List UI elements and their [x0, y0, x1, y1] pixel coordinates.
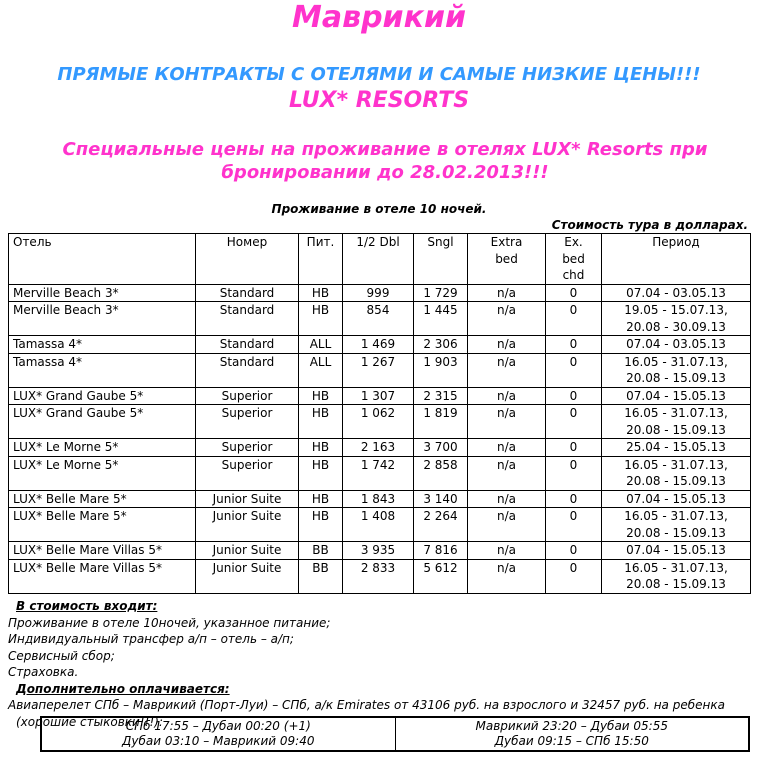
- cell-extra-bed: n/a: [468, 336, 546, 354]
- outbound-flights: [41, 717, 395, 751]
- cell-ex-bed-chd: 0: [546, 542, 602, 560]
- cell-period: 16.05 - 31.07.13, 20.08 - 15.09.13: [602, 559, 751, 593]
- cell-sngl: 5 612: [414, 559, 468, 593]
- cell-sngl: 1 729: [414, 284, 468, 302]
- cell-meal: HB: [299, 439, 343, 457]
- cell-meal: HB: [299, 284, 343, 302]
- cell-half-dbl: 3 935: [343, 542, 414, 560]
- extra-heading: Дополнительно оплачивается:: [16, 681, 230, 696]
- cell-room: Junior Suite: [196, 559, 299, 593]
- cell-ex-bed-chd: 0: [546, 302, 602, 336]
- cell-meal: HB: [299, 456, 343, 490]
- cell-ex-bed-chd: 0: [546, 336, 602, 354]
- cell-extra-bed: n/a: [468, 490, 546, 508]
- cell-extra-bed: n/a: [468, 508, 546, 542]
- cell-meal: HB: [299, 387, 343, 405]
- header-meal: Пит.: [299, 234, 343, 285]
- cell-period: 07.04 - 15.05.13: [602, 542, 751, 560]
- included-item: Сервисный сбор;: [8, 648, 115, 663]
- cell-half-dbl: 1 843: [343, 490, 414, 508]
- cell-hotel: Merville Beach 3*: [9, 284, 196, 302]
- header-extra-bed: Extra bed: [468, 234, 546, 285]
- cell-half-dbl: 854: [343, 302, 414, 336]
- cell-ex-bed-chd: 0: [546, 284, 602, 302]
- cell-extra-bed: n/a: [468, 439, 546, 457]
- cell-room: Superior: [196, 405, 299, 439]
- cell-room: Superior: [196, 387, 299, 405]
- header-sngl: Sngl: [414, 234, 468, 285]
- cell-ex-bed-chd: 0: [546, 439, 602, 457]
- cell-sngl: 1 903: [414, 353, 468, 387]
- cell-ex-bed-chd: 0: [546, 456, 602, 490]
- cell-hotel: LUX* Belle Mare 5*: [9, 508, 196, 542]
- cell-meal: HB: [299, 508, 343, 542]
- cell-room: Standard: [196, 336, 299, 354]
- table-row: [9, 353, 751, 387]
- flight-note: (хорошие стыковки!!!):: [16, 714, 163, 729]
- included-heading: В стоимость входит:: [16, 599, 158, 613]
- cell-half-dbl: 1 408: [343, 508, 414, 542]
- special-offer: Специальные цены на проживание в отелях LUX* Resorts при бронировании до 28.02.2013!!!: [62, 139, 708, 183]
- cell-meal: HB: [299, 490, 343, 508]
- cell-meal: BB: [299, 542, 343, 560]
- cell-extra-bed: n/a: [468, 542, 546, 560]
- cell-sngl: 2 306: [414, 336, 468, 354]
- cell-sngl: 2 858: [414, 456, 468, 490]
- cell-extra-bed: n/a: [468, 456, 546, 490]
- cell-meal: ALL: [299, 336, 343, 354]
- table-row: [9, 490, 751, 508]
- cell-ex-bed-chd: 0: [546, 353, 602, 387]
- header-room: Номер: [196, 234, 299, 285]
- header-row: [9, 234, 751, 285]
- header-period: Период: [602, 234, 751, 285]
- table-row: [9, 456, 751, 490]
- cell-ex-bed-chd: 0: [546, 387, 602, 405]
- table-row: [9, 559, 751, 593]
- cell-half-dbl: 2 163: [343, 439, 414, 457]
- cell-hotel: LUX* Le Morne 5*: [9, 439, 196, 457]
- cell-hotel: LUX* Grand Gaube 5*: [9, 405, 196, 439]
- cell-period: 19.05 - 15.07.13, 20.08 - 30.09.13: [602, 302, 751, 336]
- cell-extra-bed: n/a: [468, 405, 546, 439]
- cell-half-dbl: 1 469: [343, 336, 414, 354]
- table-row: [9, 405, 751, 439]
- table-row: [9, 284, 751, 302]
- table-row: [9, 302, 751, 336]
- flight-schedule: [40, 716, 750, 752]
- cell-sngl: 2 264: [414, 508, 468, 542]
- included-item: Индивидуальный трансфер а/п – отель – а/п;: [8, 632, 294, 646]
- cell-room: Standard: [196, 302, 299, 336]
- cell-extra-bed: n/a: [468, 353, 546, 387]
- cell-half-dbl: 1 742: [343, 456, 414, 490]
- cell-meal: ALL: [299, 353, 343, 387]
- flight-leg: Маврикий 23:20 – Дубаи 05:55: [475, 719, 668, 733]
- page-title: Маврикий: [292, 0, 466, 35]
- cell-sngl: 3 700: [414, 439, 468, 457]
- header-hotel: Отель: [9, 234, 196, 285]
- cell-meal: HB: [299, 302, 343, 336]
- cell-extra-bed: n/a: [468, 284, 546, 302]
- currency-note: Стоимость тура в долларах.: [551, 218, 748, 232]
- cell-period: 07.04 - 15.05.13: [602, 490, 751, 508]
- headline: ПРЯМЫЕ КОНТРАКТЫ С ОТЕЛЯМИ И САМЫЕ НИЗКИЕ ЦЕНЫ!!!: [57, 64, 701, 85]
- flight-info: Авиаперелет СПб – Маврикий (Порт-Луи) – СПб, а/к Emirates от 43106 руб. на взрослого и 32457 руб. на ребенка: [8, 698, 725, 712]
- flight-leg: Дубаи 03:10 – Маврикий 09:40: [122, 734, 315, 748]
- cell-hotel: Tamassa 4*: [9, 353, 196, 387]
- cell-extra-bed: n/a: [468, 387, 546, 405]
- cell-period: 25.04 - 15.05.13: [602, 439, 751, 457]
- cell-hotel: LUX* Belle Mare 5*: [9, 490, 196, 508]
- notes: [8, 598, 725, 730]
- cell-room: Standard: [196, 353, 299, 387]
- cell-room: Superior: [196, 456, 299, 490]
- table-row: [9, 336, 751, 354]
- cell-sngl: 2 315: [414, 387, 468, 405]
- cell-half-dbl: 1 267: [343, 353, 414, 387]
- cell-meal: HB: [299, 405, 343, 439]
- cell-hotel: LUX* Le Morne 5*: [9, 456, 196, 490]
- stay-note: Проживание в отеле 10 ночей.: [271, 202, 487, 216]
- cell-room: Junior Suite: [196, 508, 299, 542]
- table-row: [9, 439, 751, 457]
- cell-period: 07.04 - 03.05.13: [602, 336, 751, 354]
- brand-heading: LUX* RESORTS: [288, 88, 470, 113]
- cell-sngl: 1 819: [414, 405, 468, 439]
- header-ex-bed-chd: Ex. bed chd: [546, 234, 602, 285]
- cell-period: 16.05 - 31.07.13, 20.08 - 15.09.13: [602, 405, 751, 439]
- cell-ex-bed-chd: 0: [546, 559, 602, 593]
- cell-ex-bed-chd: 0: [546, 405, 602, 439]
- cell-sngl: 7 816: [414, 542, 468, 560]
- cell-sngl: 3 140: [414, 490, 468, 508]
- header-half-dbl: 1/2 Dbl: [343, 234, 414, 285]
- cell-period: 07.04 - 03.05.13: [602, 284, 751, 302]
- cell-period: 16.05 - 31.07.13, 20.08 - 15.09.13: [602, 508, 751, 542]
- cell-room: Standard: [196, 284, 299, 302]
- flight-leg: СПб 17:55 – Дубаи 00:20 (+1): [125, 719, 311, 733]
- included-item: Страховка.: [8, 665, 79, 679]
- price-table: [8, 233, 751, 594]
- included-item: Проживание в отеле 10ночей, указанное питание;: [8, 615, 331, 630]
- cell-extra-bed: n/a: [468, 302, 546, 336]
- cell-sngl: 1 445: [414, 302, 468, 336]
- cell-half-dbl: 2 833: [343, 559, 414, 593]
- cell-extra-bed: n/a: [468, 559, 546, 593]
- return-flights: [395, 717, 749, 751]
- cell-room: Junior Suite: [196, 490, 299, 508]
- cell-period: 16.05 - 31.07.13, 20.08 - 15.09.13: [602, 353, 751, 387]
- cell-room: Superior: [196, 439, 299, 457]
- cell-half-dbl: 1 062: [343, 405, 414, 439]
- cell-period: 07.04 - 15.05.13: [602, 387, 751, 405]
- cell-period: 16.05 - 31.07.13, 20.08 - 15.09.13: [602, 456, 751, 490]
- cell-half-dbl: 1 307: [343, 387, 414, 405]
- cell-half-dbl: 999: [343, 284, 414, 302]
- cell-hotel: Tamassa 4*: [9, 336, 196, 354]
- table-row: [9, 387, 751, 405]
- table-row: [9, 542, 751, 560]
- cell-hotel: Merville Beach 3*: [9, 302, 196, 336]
- cell-ex-bed-chd: 0: [546, 490, 602, 508]
- flight-leg: Дубаи 09:15 – СПб 15:50: [494, 734, 649, 748]
- cell-ex-bed-chd: 0: [546, 508, 602, 542]
- cell-hotel: LUX* Grand Gaube 5*: [9, 387, 196, 405]
- cell-hotel: LUX* Belle Mare Villas 5*: [9, 542, 196, 560]
- cell-room: Junior Suite: [196, 542, 299, 560]
- table-row: [9, 508, 751, 542]
- cell-hotel: LUX* Belle Mare Villas 5*: [9, 559, 196, 593]
- cell-meal: BB: [299, 559, 343, 593]
